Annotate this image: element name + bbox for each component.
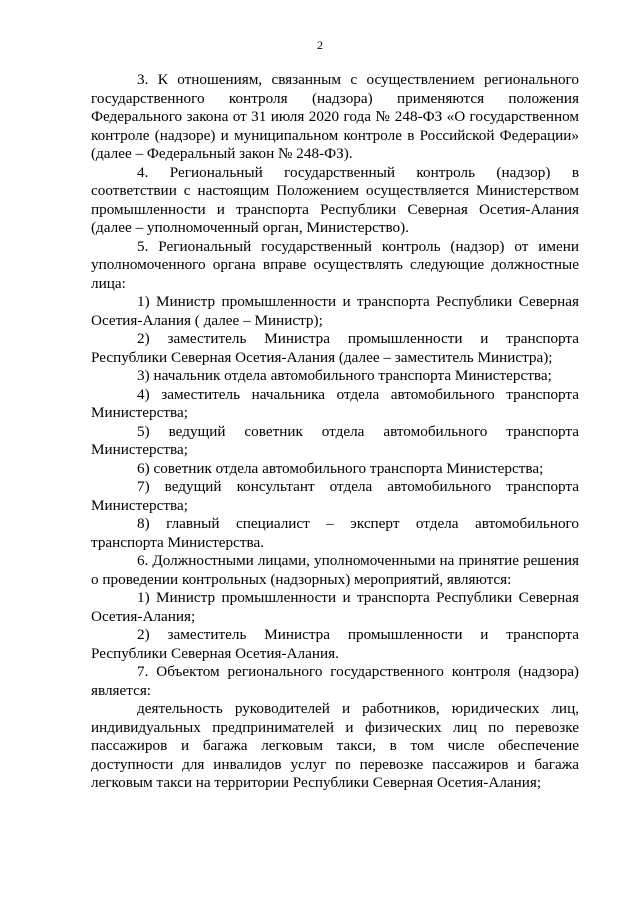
page-number: 2 bbox=[317, 38, 323, 52]
list-item-5-4: 4) заместитель начальника отдела автомобильного транспорта Министерства; bbox=[91, 385, 579, 421]
paragraph-3: 3. К отношениям, связанным с осуществлением регионального государственного контроля (надзора) применяются положения Федерального закона от 31 июля 2020 года № 248-ФЗ «О государственном контроле (надзоре) и муниципальном контроле в Российской Федерации» (далее – Федеральный закон № 248-ФЗ). bbox=[91, 71, 579, 162]
list-item-5-1: 1) Министр промышленности и транспорта Республики Северная Осетия-Алания ( далее – Министр); bbox=[91, 293, 579, 329]
paragraph-5: 5. Региональный государственный контроль (надзор) от имени уполномоченного органа вправе осуществлять следующие должностные лица: bbox=[91, 237, 579, 292]
list-item-6-2: 2) заместитель Министра промышленности и транспорта Республики Северная Осетия-Алания. bbox=[91, 626, 579, 662]
list-item-5-3: 3) начальник отдела автомобильного транспорта Министерства; bbox=[137, 367, 552, 384]
paragraph-6: 6. Должностными лицами, уполномоченными на принятие решения о проведении контрольных (надзорных) мероприятий, являются: bbox=[91, 552, 579, 588]
document-body bbox=[91, 71, 579, 793]
list-item-5-7: 7) ведущий консультант отдела автомобильного транспорта Министерства; bbox=[91, 478, 579, 514]
list-item-6-1: 1) Министр промышленности и транспорта Республики Северная Осетия-Алания; bbox=[91, 589, 579, 625]
paragraph-7: 7. Объектом регионального государственного контроля (надзора) является: bbox=[91, 663, 579, 699]
paragraph-7-object: деятельность руководителей и работников, юридических лиц, индивидуальных предпринимателей и физических лиц по перевозке пассажиров и багажа легковым такси, в том числе обеспечение доступности для инвалидов услуг по перевозке пассажиров и багажа легковым такси на территории Республики Северная Осетия-Алания; bbox=[91, 700, 579, 791]
list-item-5-2: 2) заместитель Министра промышленности и транспорта Республики Северная Осетия-Алания (далее – заместитель Министра); bbox=[91, 330, 579, 366]
list-item-5-5: 5) ведущий советник отдела автомобильного транспорта Министерства; bbox=[91, 422, 579, 458]
list-item-5-6: 6) советник отдела автомобильного транспорта Министерства; bbox=[137, 459, 544, 477]
paragraph-4: 4. Региональный государственный контроль (надзор) в соответствии с настоящим Положением осуществляется Министерством промышленности и транспорта Республики Северная Осетия-Алания (далее – уполномоченный орган, Министерство). bbox=[91, 163, 579, 236]
list-item-5-8: 8) главный специалист – эксперт отдела автомобильного транспорта Министерства. bbox=[91, 515, 579, 551]
